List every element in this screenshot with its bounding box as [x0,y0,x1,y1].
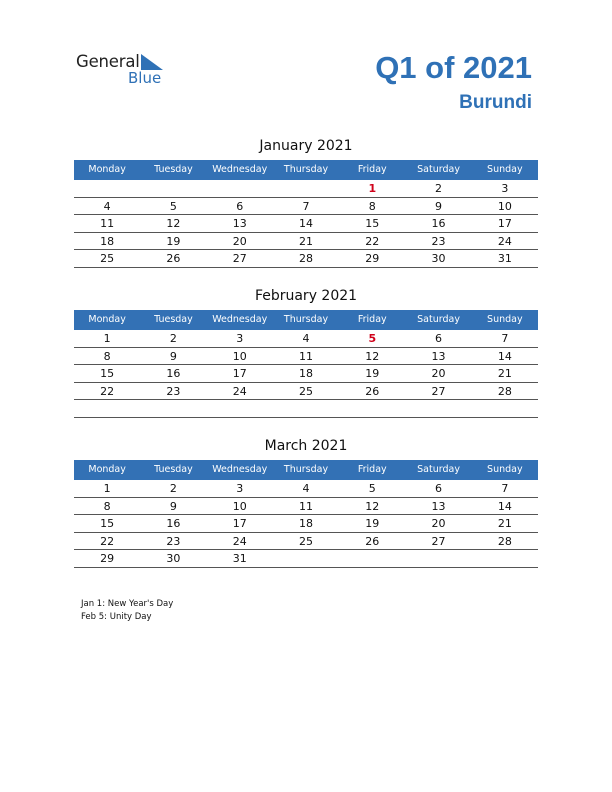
weekday-label: Sunday [487,164,523,175]
day-cell: 24 [497,234,512,248]
month-title: January 2021 [259,138,353,154]
day-cell: 2 [435,182,443,195]
day-cell: 19 [166,234,181,248]
weekday-header-row [74,160,538,180]
day-cell: 3 [236,482,244,495]
day-cell: 16 [166,517,181,530]
day-cell: 7 [501,332,509,345]
day-cell: 22 [365,234,380,248]
weekday-label: Monday [88,314,126,325]
week-row [74,400,538,418]
day-cell: 28 [497,384,512,398]
day-cell [339,400,405,417]
day-cell: 21 [298,234,313,248]
day-cell: 1 [103,332,111,345]
day-cell: 19 [365,517,380,530]
day-cell: 12 [166,217,181,230]
day-cell: 27 [431,534,446,548]
day-cell: 24 [232,534,247,548]
week-row [74,233,538,251]
day-cell: 7 [501,482,509,495]
day-cell: 13 [431,499,446,513]
day-cell: 5 [368,482,376,495]
weekday-label: Friday [357,314,387,325]
weekday-label: Monday [88,464,126,475]
weekday-label: Tuesday [154,314,193,325]
week-row [74,365,538,383]
day-cell: 11 [298,499,313,513]
day-cell: 12 [365,349,380,363]
day-cell: 15 [365,217,380,230]
weekday-label: Friday [357,464,387,475]
day-cell [405,550,471,567]
day-cell: 9 [435,199,443,213]
holiday-notes [81,598,173,624]
day-cell: 30 [166,552,181,565]
day-cell: 13 [232,217,247,230]
day-cell: 7 [302,199,310,213]
day-cell: 23 [166,534,181,548]
day-cell [140,400,206,417]
weekday-label: Saturday [417,164,460,175]
day-cell: 30 [431,252,446,265]
holiday-note: Jan 1: New Year's Day [81,599,174,609]
day-cell [273,180,339,197]
week-row [74,498,538,516]
week-row [74,348,538,366]
weekday-header-row [74,460,538,480]
weekday-label: Thursday [283,164,329,175]
day-cell [207,180,273,197]
day-cell: 8 [368,199,376,213]
day-cell: 26 [166,252,181,265]
day-cell: 29 [365,252,380,265]
day-cell: 17 [232,367,247,380]
logo-text-general: General [76,52,140,71]
day-cell: 18 [100,234,115,248]
weekday-label: Sunday [487,464,523,475]
day-cell: 14 [497,499,512,513]
week-row [74,198,538,216]
week-row [74,250,538,268]
day-cell: 31 [232,552,247,565]
day-cell: 6 [435,482,443,495]
week-row [74,480,538,498]
page-title: Q1 of 2021 [375,50,532,85]
weekday-label: Tuesday [154,464,193,475]
weekday-label: Sunday [487,314,523,325]
day-cell [74,180,140,197]
day-cell: 4 [302,332,310,345]
day-cell: 14 [497,349,512,363]
day-cell: 25 [298,534,313,548]
day-cell: 20 [431,367,446,380]
weekday-header-row [74,310,538,330]
day-cell: 20 [431,517,446,530]
day-cell: 22 [100,384,115,398]
day-cell [140,180,206,197]
day-cell: 26 [365,384,380,398]
day-cell [207,400,273,417]
generalblue-logo [76,52,176,88]
day-cell: 28 [298,252,313,265]
day-cell: 10 [232,349,247,363]
weekday-label: Wednesday [212,164,268,175]
month-february [74,285,538,418]
week-row [74,533,538,551]
day-cell: 16 [166,367,181,380]
day-cell: 11 [298,349,313,363]
day-cell: 3 [501,182,509,195]
day-cell: 11 [100,217,115,230]
weekday-label: Saturday [417,314,460,325]
day-cell [74,400,140,417]
day-cell: 21 [497,517,512,530]
weekday-label: Tuesday [154,164,193,175]
day-cell: 1 [103,482,111,495]
day-cell: 25 [298,384,313,398]
month-title: February 2021 [254,288,358,304]
day-cell: 31 [497,252,512,265]
day-cell: 25 [100,252,115,265]
week-row [74,215,538,233]
day-cell: 23 [431,234,446,248]
weekday-label: Thursday [283,464,329,475]
day-cell: 27 [232,252,247,265]
weekday-label: Wednesday [212,314,268,325]
day-cell [472,550,538,567]
day-cell: 20 [232,234,247,248]
day-cell [273,400,339,417]
country-name: Burundi [459,92,532,113]
day-cell: 4 [103,199,111,213]
day-cell: 6 [435,332,443,345]
day-cell: 15 [100,517,115,530]
weekday-label: Monday [88,164,126,175]
day-cell: 9 [169,499,177,513]
day-cell: 21 [497,367,512,380]
weekday-label: Wednesday [212,464,268,475]
day-cell: 13 [431,349,446,363]
day-cell: 28 [497,534,512,548]
week-row [74,383,538,401]
day-cell: 17 [497,217,512,230]
weekday-label: Friday [357,164,387,175]
week-row [74,330,538,348]
day-cell: 8 [103,349,111,363]
day-cell: 23 [166,384,181,398]
day-cell: 15 [100,367,115,380]
logo-triangle-icon [141,54,163,70]
day-cell: 4 [302,482,310,495]
day-cell: 9 [169,349,177,363]
month-march [74,435,538,568]
day-cell: 27 [431,384,446,398]
week-row [74,515,538,533]
day-cell [339,550,405,567]
day-cell [405,400,471,417]
day-cell: 2 [169,482,177,495]
day-cell: 8 [103,499,111,513]
weekday-label: Thursday [283,314,329,325]
day-cell: 24 [232,384,247,398]
day-cell: 22 [100,534,115,548]
holiday-note: Feb 5: Unity Day [81,612,152,622]
weekday-label: Saturday [417,464,460,475]
logo-text-blue: Blue [128,69,162,87]
day-cell: 26 [365,534,380,548]
day-cell: 29 [100,552,115,565]
day-cell: 19 [365,367,380,380]
day-cell: 2 [169,332,177,345]
month-january [74,135,538,268]
day-cell: 18 [298,517,313,530]
month-title: March 2021 [264,438,348,454]
day-cell: 10 [497,199,512,213]
day-cell: 6 [236,199,244,213]
day-cell: 18 [298,367,313,380]
day-cell: 12 [365,499,380,513]
day-cell: 3 [236,332,244,345]
week-row [74,550,538,568]
day-cell [273,550,339,567]
week-row [74,180,538,198]
holiday-day-cell: 1 [368,182,377,195]
day-cell: 10 [232,499,247,513]
day-cell: 5 [169,199,177,213]
holiday-day-cell: 5 [368,332,377,345]
day-cell [472,400,538,417]
day-cell: 16 [431,217,446,230]
day-cell: 14 [298,217,313,230]
day-cell: 17 [232,517,247,530]
